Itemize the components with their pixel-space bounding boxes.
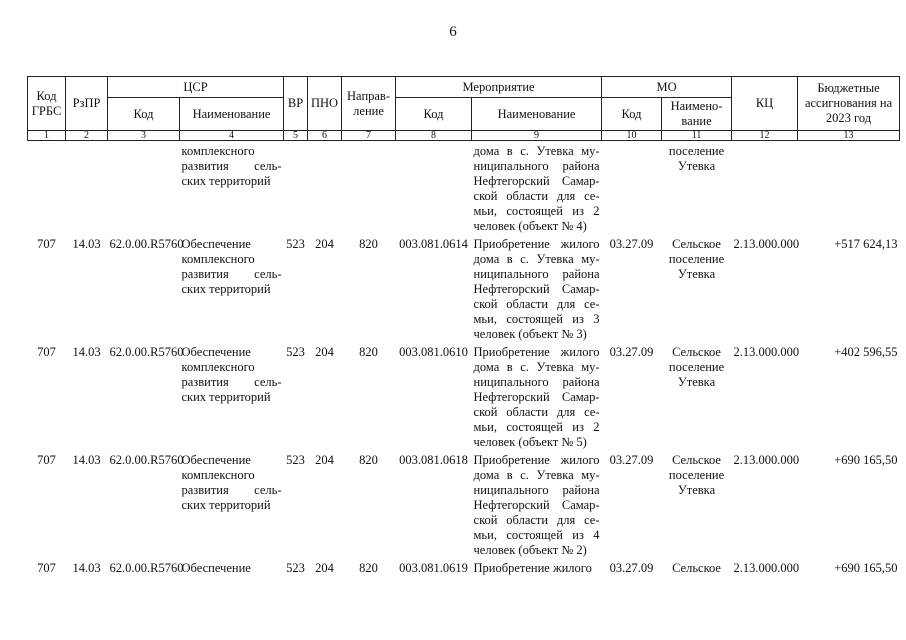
header-napravlenie: Направ-ление <box>342 77 396 131</box>
header-csr-kod: Код <box>108 98 180 131</box>
mo-name-cell: Сельское поселение Утевка <box>668 237 725 281</box>
column-number: 2 <box>66 131 108 141</box>
mo-code-cell: 03.27.09 <box>609 453 654 467</box>
header-mer-kod: Код <box>396 98 472 131</box>
column-number: 9 <box>472 131 602 141</box>
budget-table <box>27 76 900 576</box>
grbs-cell: 707 <box>37 453 56 467</box>
csr-code-cell: 62.0.00.R5760 <box>109 237 184 251</box>
napr-cell: 820 <box>359 345 378 359</box>
column-number: 1 <box>28 131 66 141</box>
mer-code-cell: 003.081.0614 <box>399 237 468 251</box>
mo-name-cell: Сельское <box>672 561 721 575</box>
header-mo-name: Наимено-вание <box>662 98 732 131</box>
amount-cell: +690 165,50 <box>834 453 898 467</box>
table-row <box>28 234 900 342</box>
header-csr: ЦСР <box>108 77 284 98</box>
header-csr-name: Наименование <box>180 98 284 131</box>
column-number: 3 <box>108 131 180 141</box>
napr-cell: 820 <box>359 561 378 575</box>
vr-cell: 523 <box>286 237 305 251</box>
mer-name-cell: Приобретение жилого дома в с. Утевка му-ниципального района Нефтегорский Самар-ской области для се-мьи, состоящей из 4 человек (объект № 2) <box>473 453 600 557</box>
mer-code-cell: 003.081.0618 <box>399 453 468 467</box>
kc-cell: 2.13.000.000 <box>733 345 800 359</box>
header-mo: МО <box>602 77 732 98</box>
header-kc: КЦ <box>732 77 798 131</box>
rzpr-cell: 14.03 <box>72 237 101 251</box>
header-budget: Бюджетные ассигнования на 2023 год <box>798 77 900 131</box>
mer-name-cell: Приобретение жилого <box>473 561 592 575</box>
mo-code-cell: 03.27.09 <box>609 561 654 575</box>
page-number: 6 <box>449 24 457 40</box>
mo-name-cell: Сельское поселение Утевка <box>668 345 725 389</box>
column-number: 8 <box>396 131 472 141</box>
rzpr-cell: 14.03 <box>72 453 101 467</box>
vr-cell: 523 <box>286 561 305 575</box>
kc-cell: 2.13.000.000 <box>733 237 800 251</box>
grbs-cell: 707 <box>37 237 56 251</box>
csr-code-cell: 62.0.00.R5760 <box>109 345 184 359</box>
amount-cell: +402 596,55 <box>834 345 898 359</box>
column-number: 13 <box>798 131 900 141</box>
pno-cell: 204 <box>315 237 334 251</box>
mer-code-cell: 003.081.0619 <box>399 561 468 575</box>
csr-name-cell: Обеспечение <box>181 561 251 575</box>
header-pno: ПНО <box>308 77 342 131</box>
kc-cell: 2.13.000.000 <box>733 561 800 575</box>
pno-cell: 204 <box>315 453 334 467</box>
header-kod-grbs: Код ГРБС <box>28 77 66 131</box>
napr-cell: 820 <box>359 453 378 467</box>
header-vr: ВР <box>284 77 308 131</box>
csr-code-cell: 62.0.00.R5760 <box>109 561 184 575</box>
header-mo-kod: Код <box>602 98 662 131</box>
csr-name-cell: Обеспечение комплексного развития сель-ских территорий <box>181 237 282 296</box>
pno-cell: 204 <box>315 561 334 575</box>
continuation-row <box>28 141 900 235</box>
mer-code-cell: 003.081.0610 <box>399 345 468 359</box>
mo-name-cell: поселение Утевка <box>668 144 725 173</box>
header-mer-name: Наименование <box>472 98 602 131</box>
rzpr-cell: 14.03 <box>72 561 101 575</box>
amount-cell: +517 624,13 <box>834 237 898 251</box>
pno-cell: 204 <box>315 345 334 359</box>
header-rzpr: РзПР <box>66 77 108 131</box>
csr-name-cell: комплексного развития сель-ских территорий <box>181 144 282 188</box>
mo-code-cell: 03.27.09 <box>609 237 654 251</box>
rzpr-cell: 14.03 <box>72 345 101 359</box>
grbs-cell: 707 <box>37 345 56 359</box>
table-row <box>28 342 900 450</box>
column-number: 11 <box>662 131 732 141</box>
mer-name-cell: Приобретение жилого дома в с. Утевка му-ниципального района Нефтегорский Самар-ской области для се-мьи, состоящей из 2 человек (объект № 5) <box>473 345 600 449</box>
vr-cell: 523 <box>286 345 305 359</box>
amount-cell: +690 165,50 <box>834 561 898 575</box>
column-number: 4 <box>180 131 284 141</box>
napr-cell: 820 <box>359 237 378 251</box>
header-meropriyatie: Мероприятие <box>396 77 602 98</box>
column-number: 10 <box>602 131 662 141</box>
csr-name-cell: Обеспечение комплексного развития сель-ских территорий <box>181 345 282 404</box>
column-number: 6 <box>308 131 342 141</box>
mer-name-cell: дома в с. Утевка му-ниципального района Нефтегорский Самар-ской области для се-мьи, состоящей из 2 человек (объект № 4) <box>473 144 600 233</box>
grbs-cell: 707 <box>37 561 56 575</box>
mo-code-cell: 03.27.09 <box>609 345 654 359</box>
csr-code-cell: 62.0.00.R5760 <box>109 453 184 467</box>
csr-name-cell: Обеспечение комплексного развития сель-ских территорий <box>181 453 282 512</box>
table-row <box>28 558 900 576</box>
column-number: 5 <box>284 131 308 141</box>
vr-cell: 523 <box>286 453 305 467</box>
column-number: 7 <box>342 131 396 141</box>
mo-name-cell: Сельское поселение Утевка <box>668 453 725 497</box>
table-row <box>28 450 900 558</box>
column-number: 12 <box>732 131 798 141</box>
kc-cell: 2.13.000.000 <box>733 453 800 467</box>
mer-name-cell: Приобретение жилого дома в с. Утевка му-ниципального района Нефтегорский Самар-ской области для се-мьи, состоящей из 3 человек (объект № 3) <box>473 237 600 341</box>
